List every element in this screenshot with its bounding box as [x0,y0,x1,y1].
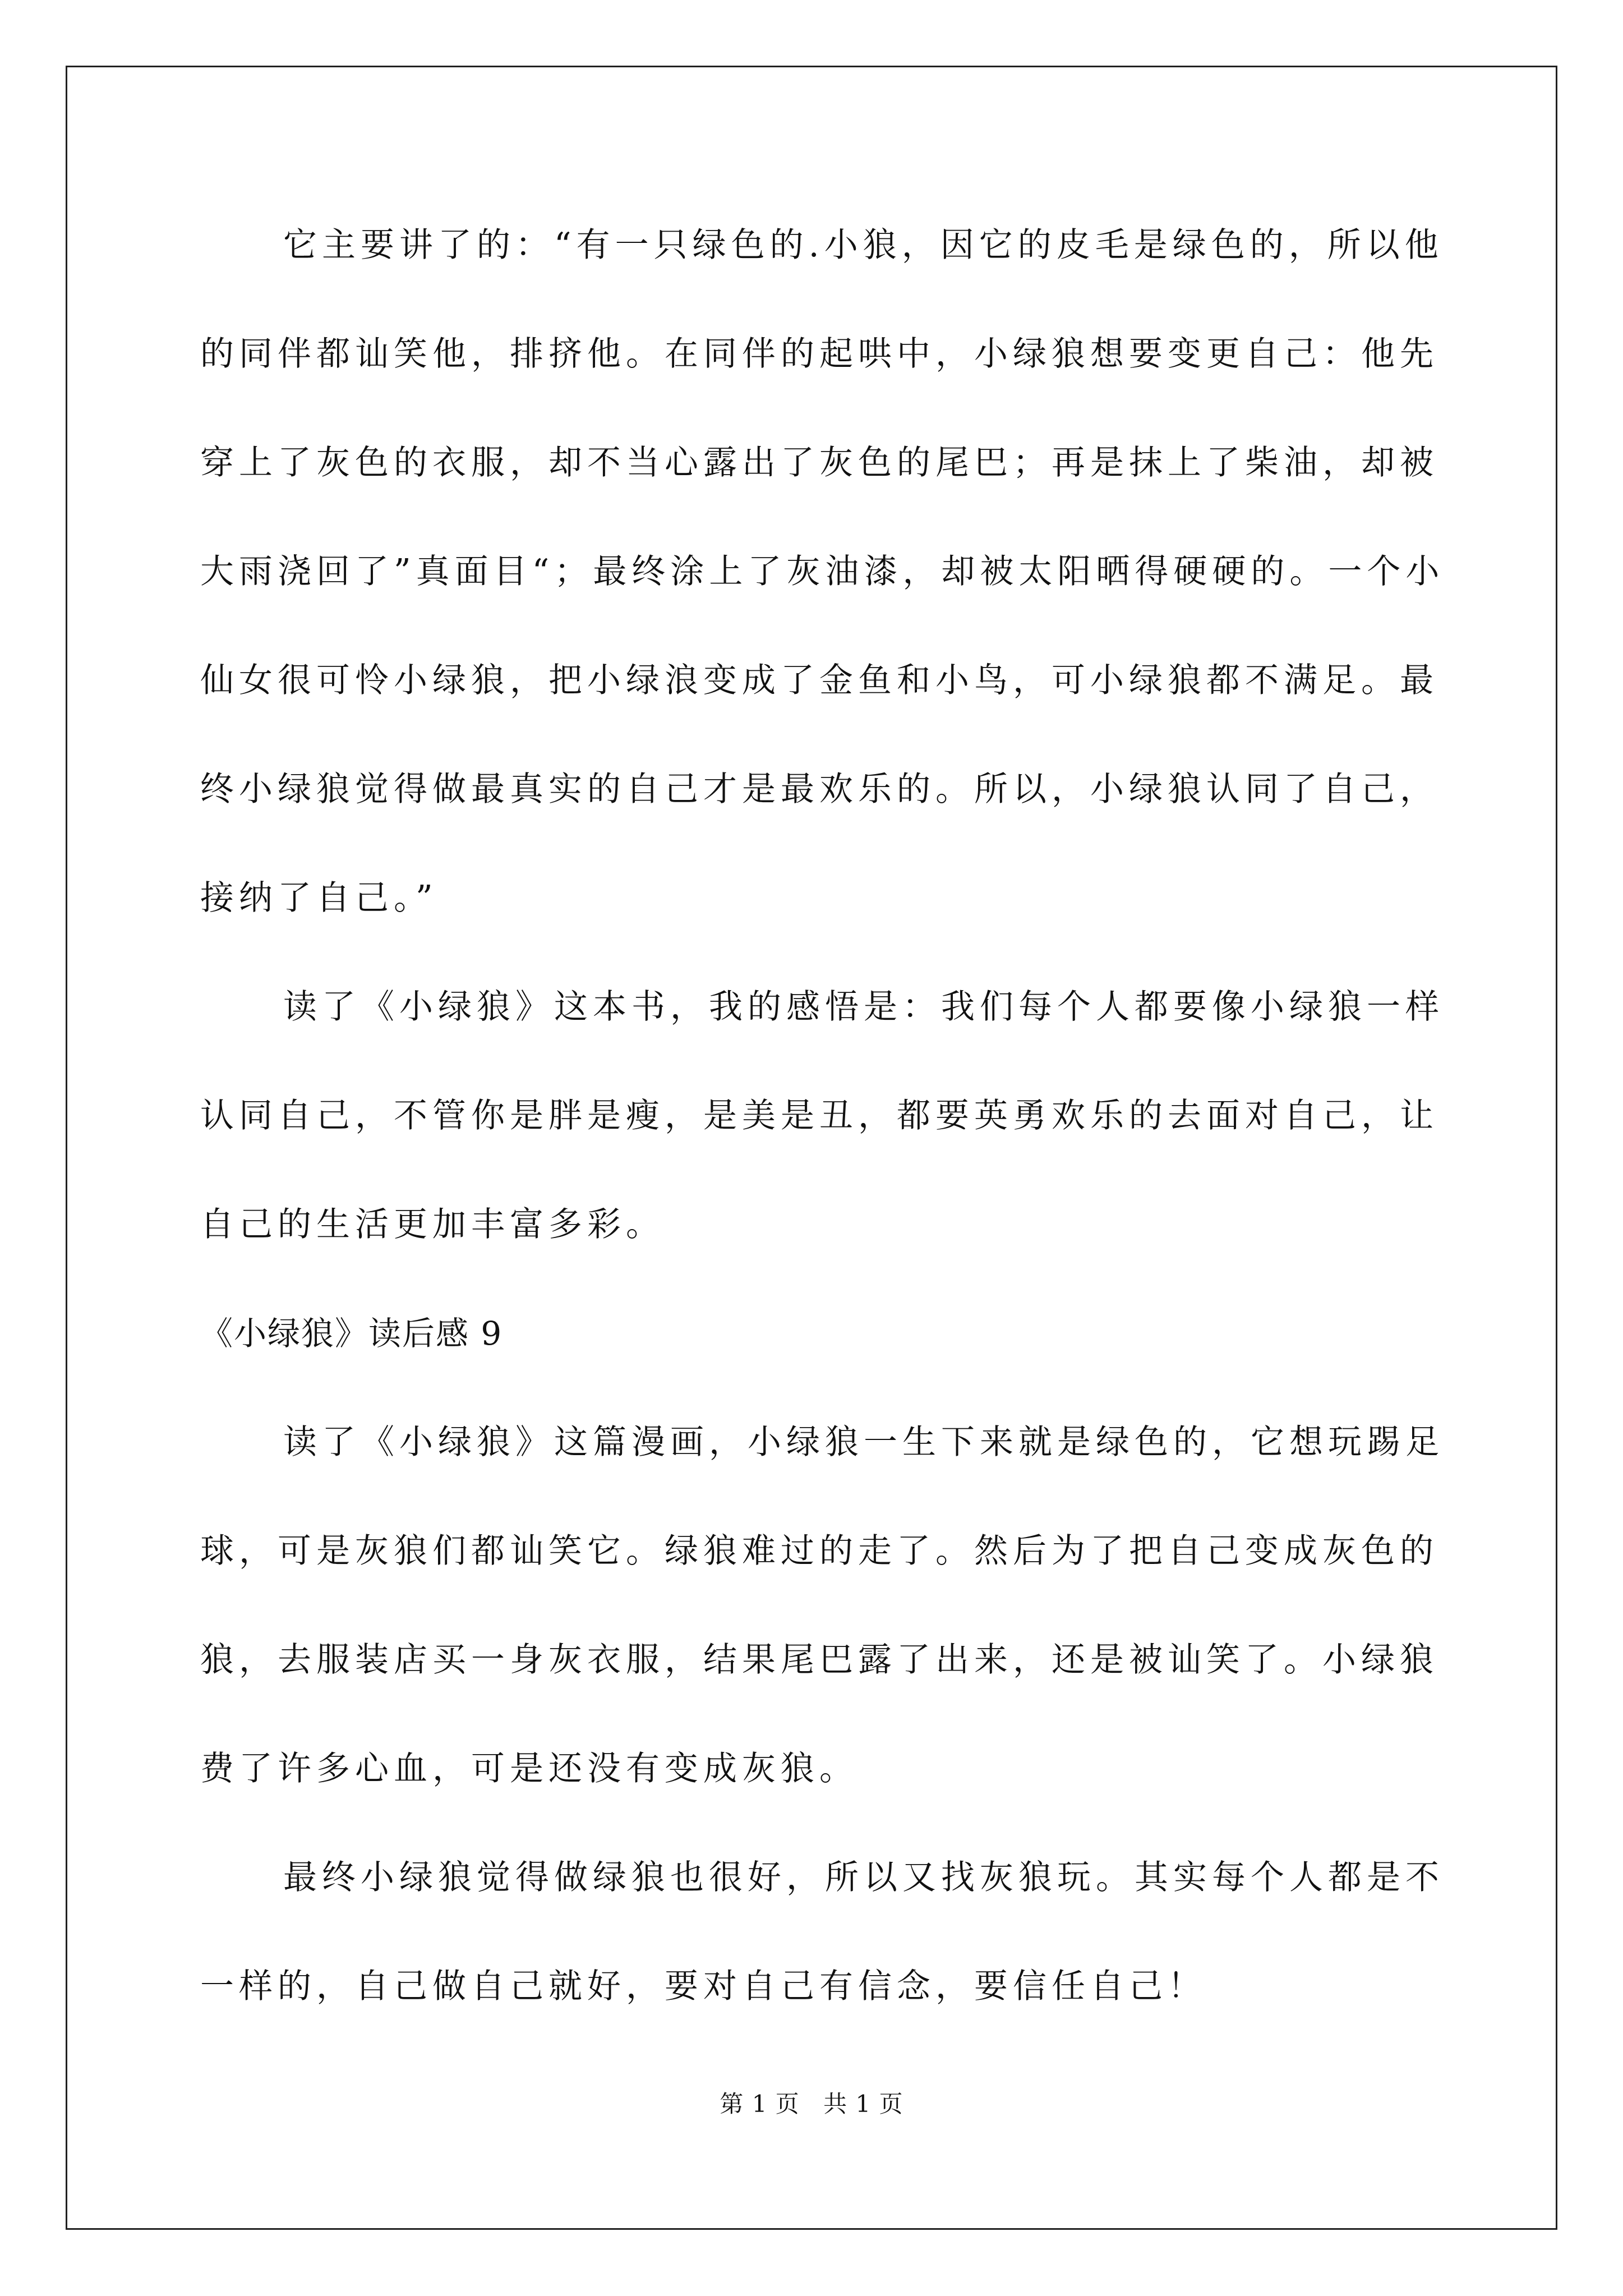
paragraph-reflection: 读了《小绿狼》这本书，我的感悟是：我们每个人都要像小绿狼一样认同自己，不管你是胖是瘦，是美是丑，都要英勇欢乐的去面对自己，让自己的生活更加丰富多彩。 [200,987,1444,1244]
paragraph-conclusion: 最终小绿狼觉得做绿狼也很好，所以又找灰狼玩。其实每个人都是不一样的，自己做自己就好，要对自己有信念，要信任自己！ [200,1858,1444,2006]
paragraph-comic-summary: 读了《小绿狼》这篇漫画，小绿狼一生下来就是绿色的，它想玩踢足球，可是灰狼们都讪笑它。绿狼难过的走了。然后为了把自己变成灰色的狼，去服装店买一身灰衣服，结果尾巴露了出来，还是被讪笑了。小绿狼费了许多心血，可是还没有变成灰狼。 [200,1423,1444,1788]
page-footer [0,2086,1623,2119]
document-body [200,191,1456,2041]
paragraph-story-summary: 它主要讲了的：“有一只绿色的.小狼，因它的皮毛是绿色的，所以他的同伴都讪笑他，排挤他。在同伴的起哄中，小绿狼想要变更自己：他先穿上了灰色的衣服，却不当心露出了灰色的尾巴；再是抹上了柴油，却被大雨浇回了”真面目“；最终涂上了灰油漆，却被太阳晒得硬硬的。一个小仙女很可怜小绿狼，把小绿浪变成了金鱼和小鸟，可小绿狼都不满足。最终小绿狼觉得做最真实的自己才是最欢乐的。所以，小绿狼认同了自己，接纳了自己。” [200,226,1445,918]
section-title: 《小绿狼》读后感 9 [200,1314,503,1352]
page-number: 第 1 页 [720,2090,800,2118]
page-total: 共 1 页 [823,2090,903,2118]
